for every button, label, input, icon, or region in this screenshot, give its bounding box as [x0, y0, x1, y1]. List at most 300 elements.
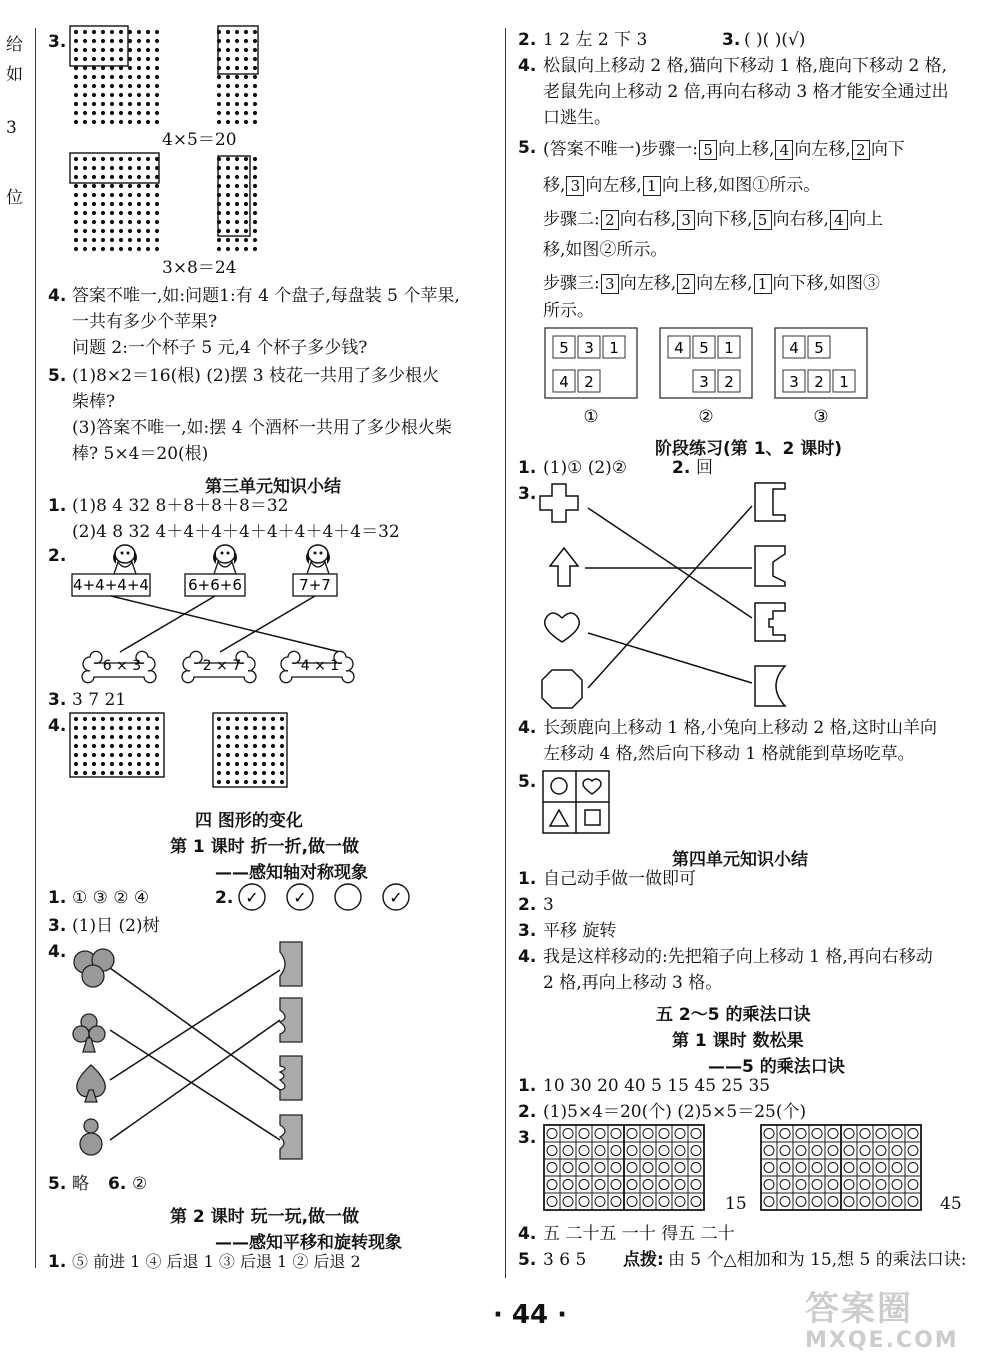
dot: [235, 66, 239, 70]
step-line: [543, 210, 883, 230]
dot: [253, 93, 257, 97]
dot: [253, 753, 257, 757]
dot: [244, 84, 248, 88]
dot: [253, 120, 257, 124]
dot: [235, 93, 239, 97]
dot: [92, 175, 96, 179]
circle-icon: [611, 1163, 621, 1173]
dot: [146, 220, 150, 224]
number-square: 2: [601, 210, 619, 230]
dot: [226, 66, 230, 70]
dot: [155, 39, 159, 43]
number-square: 3: [566, 176, 584, 196]
shape-grid: [542, 770, 612, 836]
question-number: 3.: [518, 921, 537, 941]
dot: [146, 157, 150, 161]
section-title: 第四单元知识小结: [672, 850, 808, 870]
question-number: 1.: [48, 496, 67, 516]
dot: [235, 744, 239, 748]
dot: [253, 30, 257, 34]
dot: [128, 744, 132, 748]
dot: [262, 771, 266, 775]
dot: [226, 184, 230, 188]
question-number: 2.: [518, 30, 537, 50]
circle-icon: [908, 1163, 918, 1173]
dot: [74, 30, 78, 34]
margin-char: 如: [6, 65, 23, 85]
question-number: 4.: [48, 716, 67, 736]
dot: [110, 717, 114, 721]
dot: [244, 166, 248, 170]
match-line: [588, 508, 752, 618]
dot: [155, 66, 159, 70]
dot: [146, 111, 150, 115]
dot: [92, 735, 96, 739]
circle-icon: [627, 1197, 637, 1207]
circle-icon: [844, 1163, 854, 1173]
lesson-subtitle: ——感知平移和旋转现象: [215, 1233, 402, 1253]
margin-char: 给: [6, 35, 23, 55]
dot: [83, 717, 87, 721]
dot: [155, 211, 159, 215]
answer-text: 五 二十五 一十 得五 二十: [543, 1224, 735, 1244]
dot: [128, 166, 132, 170]
number-square: 3: [601, 274, 619, 294]
circle-icon: [908, 1146, 918, 1156]
dot: [137, 762, 141, 766]
dot: [146, 120, 150, 124]
dot: [83, 762, 87, 766]
step-text: 向左移,: [619, 273, 677, 294]
dot: [119, 184, 123, 188]
dot: [74, 84, 78, 88]
question-number: 2.: [48, 546, 67, 566]
dot: [137, 229, 141, 233]
dot: [226, 717, 230, 721]
gourd-shape-icon: [80, 1119, 102, 1155]
selection-frame: [213, 713, 287, 787]
dot: [128, 75, 132, 79]
dot: [137, 157, 141, 161]
dot: [92, 166, 96, 170]
dot: [253, 84, 257, 88]
dot: [101, 771, 105, 775]
dot: [226, 726, 230, 730]
answer-text: 棒? 5×4＝20(根): [72, 444, 209, 464]
dot: [101, 175, 105, 179]
dot: [146, 238, 150, 242]
dot: [155, 247, 159, 251]
step-text: 向上移,: [718, 139, 775, 160]
expression-box-label: 6+6+6: [188, 576, 242, 594]
dot: [155, 220, 159, 224]
question-number: 3.: [48, 32, 67, 52]
dot: [226, 102, 230, 106]
answer-text: 柴棒?: [72, 392, 116, 412]
circle-icon: [691, 1129, 701, 1139]
dot: [226, 57, 230, 61]
circle-icon: [828, 1129, 838, 1139]
dot: [226, 735, 230, 739]
dot: [155, 726, 159, 730]
answer-text: 一共有多少个苹果?: [72, 312, 218, 332]
dot: [271, 753, 275, 757]
dot: [101, 48, 105, 52]
circle-icon: [876, 1197, 886, 1207]
dot: [146, 39, 150, 43]
dot: [253, 247, 257, 251]
answer-text: 1 2 左 2 下 3: [543, 30, 648, 50]
dot: [146, 66, 150, 70]
answer-text: 平移 旋转: [543, 921, 617, 941]
dot: [101, 762, 105, 766]
answer-text: (3)答案不唯一,如:摆 4 个酒杯一共用了多少根火柴: [72, 418, 452, 438]
circle-icon: [611, 1180, 621, 1190]
dot: [119, 202, 123, 206]
circle-icon: [796, 1163, 806, 1173]
dot: [101, 220, 105, 224]
dot: [83, 111, 87, 115]
half-shape-icon: [755, 483, 785, 706]
dot: [128, 93, 132, 97]
circle-icon: [844, 1197, 854, 1207]
heart-shape-icon: [545, 613, 580, 642]
dot: [92, 771, 96, 775]
circle-icon: [675, 1163, 685, 1173]
dot: [235, 84, 239, 88]
step-text: 移,: [543, 175, 566, 196]
dot: [146, 202, 150, 206]
dot: [244, 220, 248, 224]
dot: [74, 120, 78, 124]
dot: [74, 175, 78, 179]
dot: [235, 238, 239, 242]
dot: [155, 753, 159, 757]
dot: [74, 753, 78, 757]
answer-text: ① ③ ② ④: [72, 888, 150, 908]
dot: [271, 780, 275, 784]
dot: [253, 726, 257, 730]
dot-array: [72, 715, 167, 800]
circle-grid: [543, 1124, 708, 1219]
circle-icon: [780, 1163, 790, 1173]
dot: [83, 57, 87, 61]
dot: [155, 193, 159, 197]
dot: [146, 93, 150, 97]
dot: [119, 238, 123, 242]
dot: [253, 66, 257, 70]
question-number: 5.: [48, 1174, 67, 1194]
dot: [217, 762, 221, 766]
equation: 3×8＝24: [162, 258, 237, 278]
dot: [244, 771, 248, 775]
dot: [128, 247, 132, 251]
answer-value: 15: [725, 1194, 747, 1214]
dot: [83, 726, 87, 730]
answer-text: 3 7 21: [72, 690, 127, 710]
dot: [235, 57, 239, 61]
tile-label: 2: [814, 373, 824, 391]
question-number: 3.: [518, 484, 537, 504]
dot: [92, 57, 96, 61]
dot: [137, 39, 141, 43]
dot: [146, 102, 150, 106]
dot: [217, 726, 221, 730]
dot: [110, 726, 114, 730]
step-text: 步骤二:: [543, 209, 600, 230]
circle-icon: [780, 1197, 790, 1207]
question-number: 2.: [518, 1102, 537, 1122]
dot: [137, 93, 141, 97]
dot: [253, 157, 257, 161]
dot: [226, 238, 230, 242]
lesson-title: 第 2 课时 玩一玩,做一做: [170, 1207, 360, 1227]
circle-icon: [691, 1197, 701, 1207]
circle-icon: [563, 1163, 573, 1173]
expression-box-label: 4+4+4+4: [73, 576, 149, 594]
circle-icon: [675, 1180, 685, 1190]
dot: [217, 735, 221, 739]
dot: [226, 229, 230, 233]
circle-icon: [547, 1197, 557, 1207]
dot: [217, 111, 221, 115]
dot: [235, 753, 239, 757]
dot: [217, 717, 221, 721]
dot: [235, 735, 239, 739]
dot: [235, 39, 239, 43]
dot: [235, 48, 239, 52]
step-text: 向左移,: [794, 139, 851, 160]
question-number: 5.: [518, 1250, 537, 1270]
dot: [74, 166, 78, 170]
dot: [137, 744, 141, 748]
dot: [244, 93, 248, 97]
answer-text: 松鼠向上移动 2 格,猫向下移动 1 格,鹿向下移动 2 格,: [543, 56, 948, 76]
circle-icon: [892, 1163, 902, 1173]
dot: [110, 30, 114, 34]
circle-icon: [547, 1163, 557, 1173]
question-number: 3.: [722, 30, 741, 50]
circle-icon: [860, 1129, 870, 1139]
dot: [83, 238, 87, 242]
circle-icon: [579, 1163, 589, 1173]
dot: [101, 84, 105, 88]
question-number: 4.: [48, 286, 67, 306]
dot: [137, 717, 141, 721]
dot: [83, 744, 87, 748]
dot: [92, 102, 96, 106]
dot: [146, 48, 150, 52]
lesson-subtitle: ——5 的乘法口诀: [708, 1057, 845, 1077]
circle-icon: [659, 1146, 669, 1156]
dot: [155, 84, 159, 88]
question-number: 4.: [48, 942, 67, 962]
question-number: 5.: [518, 772, 537, 792]
dot: [101, 166, 105, 170]
dot: [119, 120, 123, 124]
dot: [110, 57, 114, 61]
dot: [83, 84, 87, 88]
dot: [146, 175, 150, 179]
dot: [101, 184, 105, 188]
dot: [119, 247, 123, 251]
left-rule: [35, 28, 36, 1268]
dot: [101, 93, 105, 97]
answer-text: (1)① (2)②: [543, 458, 628, 478]
dot: [217, 120, 221, 124]
dot: [244, 753, 248, 757]
dot: [92, 30, 96, 34]
dot: [92, 93, 96, 97]
dot: [253, 211, 257, 215]
circle-icon: [659, 1129, 669, 1139]
dot: [101, 102, 105, 106]
dot: [137, 184, 141, 188]
circle-icon: [675, 1197, 685, 1207]
circle-icon: [563, 1129, 573, 1139]
grid-label: ②: [698, 407, 714, 427]
dot: [235, 717, 239, 721]
dot: [271, 762, 275, 766]
dot: [155, 202, 159, 206]
dot: [74, 57, 78, 61]
tile-label: 4: [789, 339, 799, 357]
dot: [155, 735, 159, 739]
dot: [83, 102, 87, 106]
dot: [146, 726, 150, 730]
dot: [92, 744, 96, 748]
check-mark: ✓: [389, 888, 403, 907]
dot: [235, 780, 239, 784]
dot: [235, 120, 239, 124]
dot: [92, 762, 96, 766]
dot: [101, 238, 105, 242]
circle-icon: [595, 1146, 605, 1156]
expression-box-label: 7+7: [299, 576, 331, 594]
dot: [92, 247, 96, 251]
dot: [110, 166, 114, 170]
dot: [253, 762, 257, 766]
dot: [101, 30, 105, 34]
circle-icon: [812, 1180, 822, 1190]
dot: [128, 84, 132, 88]
dot: [217, 744, 221, 748]
section-title: 阶段练习(第 1、2 课时): [655, 439, 843, 459]
dot: [101, 717, 105, 721]
dot: [83, 48, 87, 52]
dot: [155, 717, 159, 721]
number-square: 5: [699, 140, 717, 160]
dot: [128, 229, 132, 233]
dot: [253, 780, 257, 784]
dot-array: [72, 155, 162, 255]
circle-icon: [659, 1163, 669, 1173]
match-line: [588, 506, 752, 688]
dot: [244, 247, 248, 251]
dot: [226, 166, 230, 170]
dot: [146, 30, 150, 34]
dot: [137, 735, 141, 739]
circle-icon: [643, 1146, 653, 1156]
step-line: [543, 140, 905, 160]
circle-icon: [627, 1180, 637, 1190]
margin-strip: [0, 0, 30, 1290]
dot: [235, 229, 239, 233]
dot: [83, 75, 87, 79]
dot: [128, 193, 132, 197]
dot: [235, 220, 239, 224]
dot: [74, 102, 78, 106]
dot: [119, 57, 123, 61]
answer-text: 口逃生。: [543, 108, 611, 128]
circle-icon: [595, 1163, 605, 1173]
dot: [235, 30, 239, 34]
dot: [137, 102, 141, 106]
question-number: 5.: [518, 138, 537, 158]
dot: [119, 175, 123, 179]
dot: [110, 175, 114, 179]
circle-icon: [828, 1197, 838, 1207]
dot: [110, 238, 114, 242]
dot: [110, 771, 114, 775]
circle-icon: [908, 1197, 918, 1207]
dot: [119, 111, 123, 115]
dot: [137, 753, 141, 757]
dot: [155, 762, 159, 766]
answer-text: 10 30 20 40 5 15 45 25 35: [543, 1076, 771, 1096]
number-square: 4: [775, 140, 793, 160]
dot: [110, 193, 114, 197]
dot: [244, 780, 248, 784]
dot: [244, 744, 248, 748]
dot: [253, 717, 257, 721]
match-line: [120, 596, 215, 652]
step-line: [543, 176, 820, 196]
lesson-subtitle: ——感知轴对称现象: [215, 863, 368, 883]
dot-array: [215, 155, 305, 255]
dot: [253, 193, 257, 197]
dot: [92, 120, 96, 124]
dot: [119, 39, 123, 43]
dot: [128, 102, 132, 106]
arrow-shape-icon: [550, 548, 578, 586]
dot: [262, 735, 266, 739]
circle-icon: [828, 1146, 838, 1156]
dot: [271, 717, 275, 721]
dot: [83, 184, 87, 188]
match-line: [588, 633, 752, 683]
circle-icon: [812, 1129, 822, 1139]
bone-label: 2 × 7: [202, 658, 242, 674]
dot: [119, 735, 123, 739]
dot: [253, 48, 257, 52]
dot: [146, 744, 150, 748]
number-square: 2: [677, 274, 695, 294]
circle-grid: [760, 1124, 925, 1219]
dot: [226, 39, 230, 43]
dot: [137, 75, 141, 79]
dot: [74, 726, 78, 730]
dot: [280, 744, 284, 748]
step-text: (答案不唯一)步骤一:: [543, 139, 698, 160]
dot: [137, 57, 141, 61]
dot: [119, 229, 123, 233]
circle-icon: [563, 1180, 573, 1190]
margin-char: 位: [6, 188, 23, 208]
tile-label: 1: [839, 373, 849, 391]
dot: [128, 238, 132, 242]
dot: [128, 111, 132, 115]
